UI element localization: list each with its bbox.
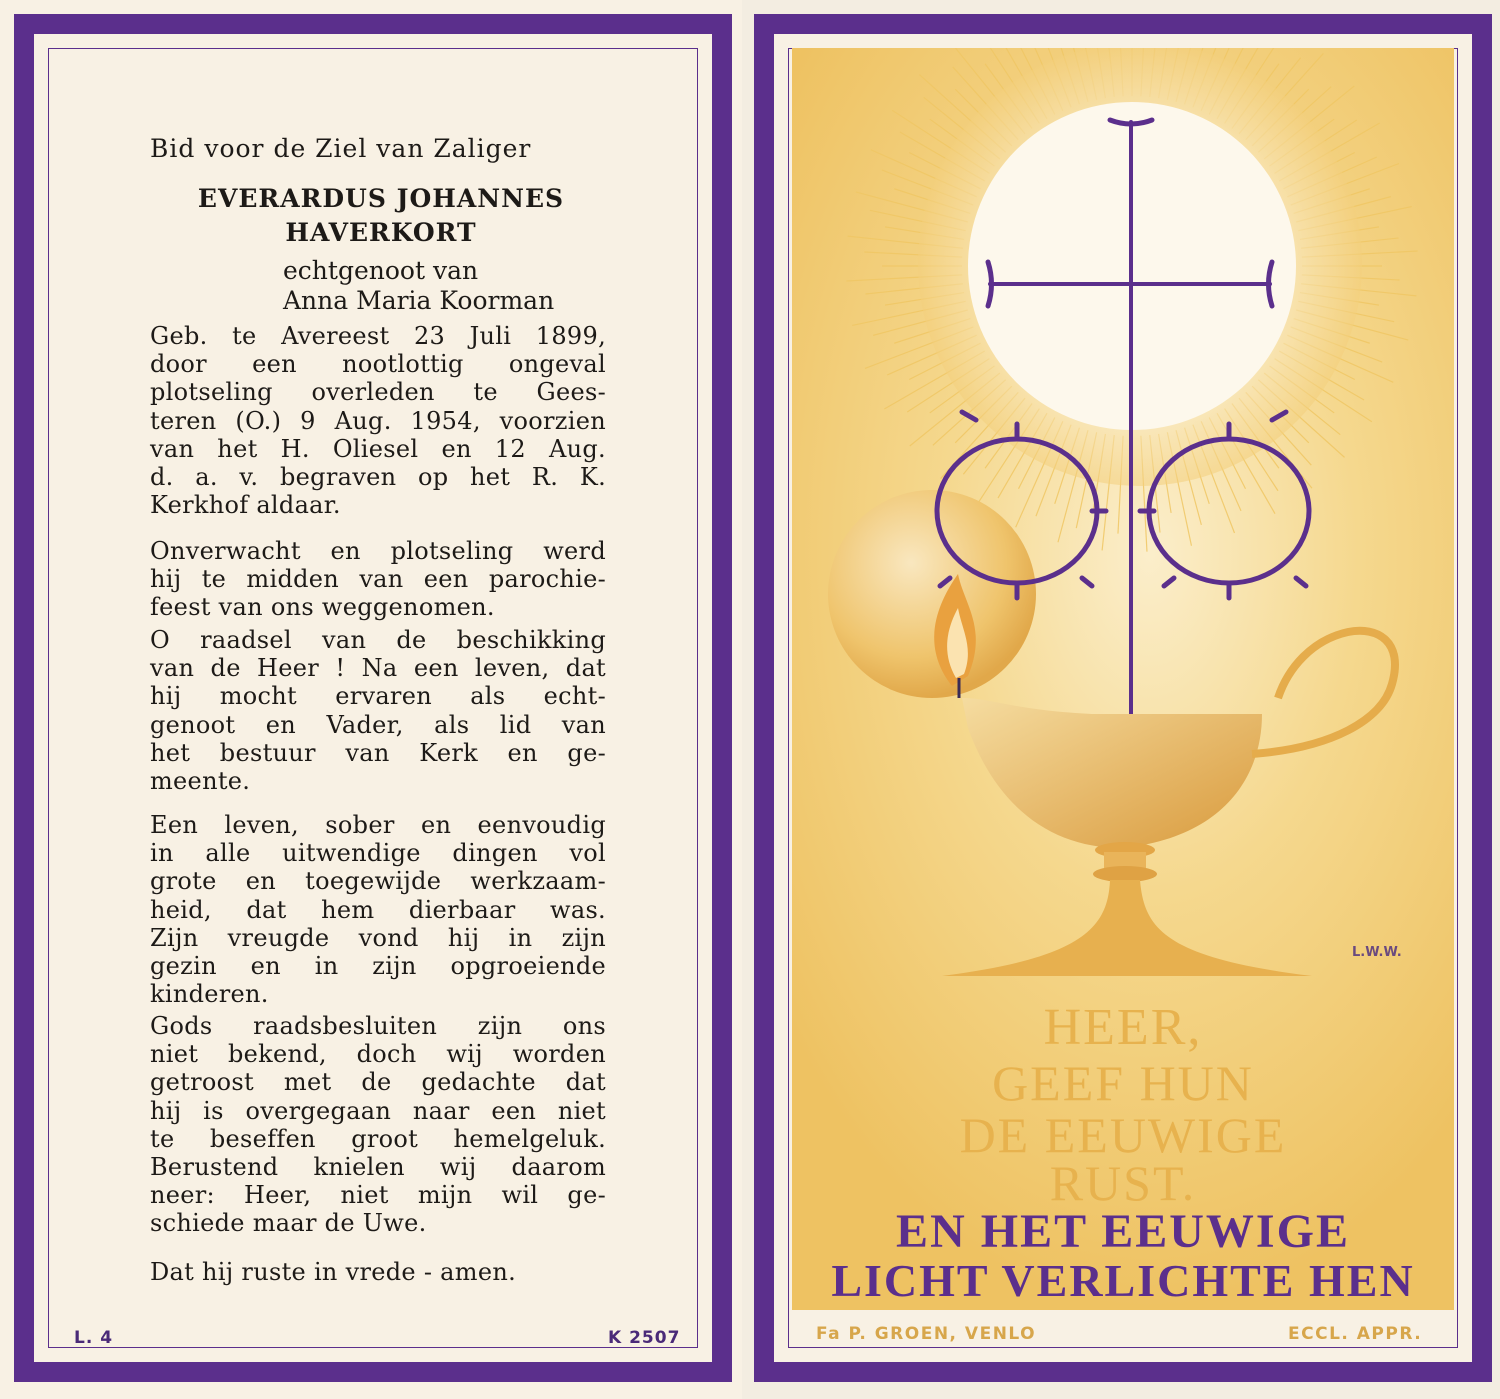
paragraph-line: Geb. te Avereest 23 Juli 1899, xyxy=(150,322,606,350)
spouse-line-2: Anna Maria Koorman xyxy=(283,286,555,315)
name-line-2: HAVERKORT xyxy=(285,218,477,247)
paragraph-line: van de Heer ! Na een leven, dat xyxy=(150,654,606,683)
paragraph-line: neer: Heer, niet mijn wil ge- xyxy=(150,1181,606,1210)
paragraph-line: schiede maar de Uwe. xyxy=(150,1209,427,1238)
paragraph-line: hij is overgegaan naar een niet xyxy=(150,1096,606,1125)
paragraph-line: heid, dat hem dierbaar was. xyxy=(150,895,606,924)
paragraph-line: Berustend knielen wij daarom xyxy=(150,1153,606,1182)
verse-line-5: EN HET EEUWIGE xyxy=(896,1205,1350,1258)
paragraph-line: plotseling overleden te Gees- xyxy=(150,378,606,407)
paragraph-sudden xyxy=(150,537,606,622)
verse-line-1: HEER, xyxy=(1043,999,1203,1056)
oil-lamp xyxy=(942,631,1395,976)
spouse-line-1: echtgenoot van xyxy=(283,256,479,285)
paragraph-line: Onverwacht en plotseling werd xyxy=(150,537,606,565)
right-card xyxy=(754,0,1500,1399)
intro-line: Bid voor de Ziel van Zaliger xyxy=(150,134,532,163)
paragraph-line: Dat hij ruste in vrede - amen. xyxy=(150,1258,517,1286)
paragraph-line: gezin en in zijn opgroeiende xyxy=(150,952,606,981)
print-code-left: L. 4 xyxy=(74,1328,114,1348)
paragraph-line: getroost met de gedachte dat xyxy=(150,1068,606,1097)
name-line-1: EVERARDUS JOHANNES xyxy=(197,184,565,213)
paragraph-line: van het H. Oliesel en 12 Aug. xyxy=(150,434,606,463)
paragraph-line: feest van ons weggenomen. xyxy=(150,593,495,622)
artist-monogram: L.W.W. xyxy=(1352,945,1402,960)
verse-line-4: RUST. xyxy=(1049,1155,1197,1211)
paragraph-line: in alle uitwendige dingen vol xyxy=(150,839,606,868)
lamp-sphere xyxy=(828,490,1036,698)
paragraph-line: hij mocht ervaren als echt- xyxy=(150,682,606,711)
paragraph-line: grote en toegewijde werkzaam- xyxy=(150,867,606,896)
ecclesiastical-approval: ECCL. APPR. xyxy=(1288,1324,1423,1344)
paragraph-line: Gods raadsbesluiten zijn ons xyxy=(150,1012,606,1040)
paragraph-closing xyxy=(150,1258,606,1286)
left-card xyxy=(0,0,742,1399)
print-code-right: K 2507 xyxy=(608,1328,681,1348)
paragraph-line: genoot en Vader, als lid van xyxy=(150,710,606,739)
paragraph-riddle xyxy=(150,626,606,795)
paragraph-line: niet bekend, doch wij worden xyxy=(150,1040,606,1069)
paragraph-line: het bestuur van Kerk en ge- xyxy=(150,738,606,767)
paragraph-biography xyxy=(150,322,606,519)
paragraph-line: O raadsel van de beschikking xyxy=(150,626,606,654)
spouse-block xyxy=(283,256,623,316)
paragraph-providence xyxy=(150,1012,606,1238)
verse-line-3: DE EEUWIGE xyxy=(959,1107,1287,1163)
paragraph-line: teren (O.) 9 Aug. 1954, voorzien xyxy=(150,406,606,435)
paragraph-line: Zijn vreugde vond hij in zijn xyxy=(150,923,606,952)
verse-line-2: GEEF HUN xyxy=(992,1055,1254,1111)
devotional-illustration xyxy=(792,48,1454,1310)
deceased-name xyxy=(186,182,576,250)
verse-line-6: LICHT VERLICHTE HEN xyxy=(831,1255,1415,1306)
paragraph-line: Kerkhof aldaar. xyxy=(150,491,341,520)
paragraph-line: te beseffen groot hemelgeluk. xyxy=(150,1124,606,1153)
paragraph-life xyxy=(150,811,606,1008)
paragraph-line: d. a. v. begraven op het R. K. xyxy=(150,463,606,492)
paragraph-line: Een leven, sober en eenvoudig xyxy=(150,811,606,839)
paragraph-line: kinderen. xyxy=(150,980,269,1009)
printer-credit: Fa P. GROEN, VENLO xyxy=(816,1324,1037,1344)
paragraph-line: door een nootlottig ongeval xyxy=(150,350,606,379)
paragraph-line: hij te midden van een parochie- xyxy=(150,565,606,594)
paragraph-line: meente. xyxy=(150,767,251,796)
